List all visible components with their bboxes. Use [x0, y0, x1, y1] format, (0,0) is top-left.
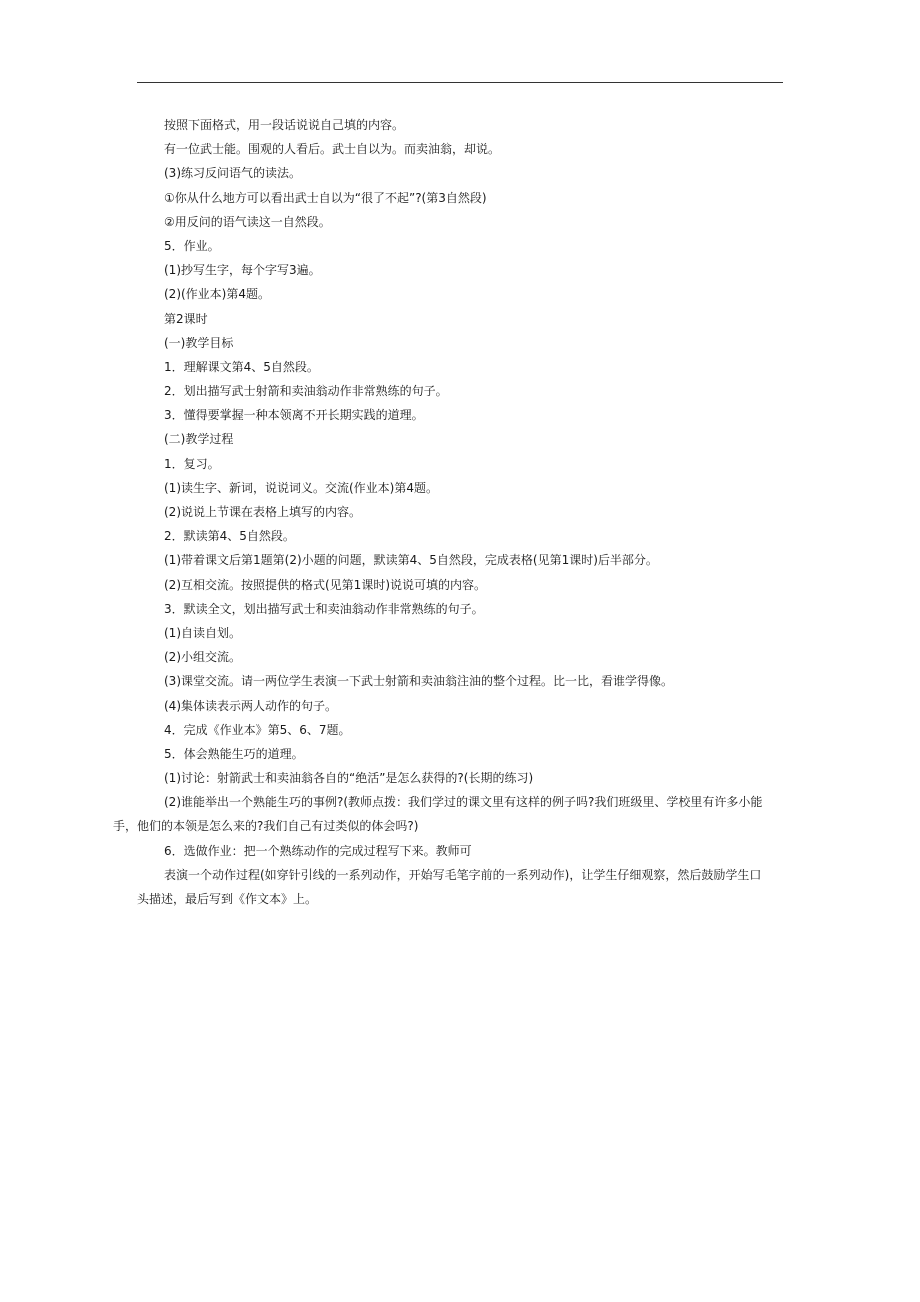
text-line: 按照下面格式，用一段话说说自己填的内容。	[164, 118, 405, 132]
text-line: ②用反问的语气读这一自然段。	[164, 214, 331, 229]
text-line: 2．默读第4、5自然段。	[164, 529, 295, 544]
paragraph-first-line: 表演一个动作过程(如穿针引线的一系列动作，开始写毛笔字前的一系列动作)，让学生仔细观察，然后鼓励学生口	[164, 867, 762, 882]
paragraph-first-line: (2)谁能举出一个熟能生巧的事例?(教师点拨：我们学过的课文里有这样的例子吗?我们班级里、学校里有许多小能	[164, 795, 763, 810]
text-line: (3)练习反问语气的读法。	[164, 166, 301, 181]
text-line: 2．划出描写武士射箭和卖油翁动作非常熟练的句子。	[164, 384, 448, 399]
text-line: 5．作业。	[164, 238, 220, 253]
text-line: (1)讨论：射箭武士和卖油翁各自的“绝活”是怎么获得的?(长期的练习)	[164, 771, 534, 786]
text-line: 3．懂得要掌握一种本领离不开长期实践的道理。	[164, 408, 424, 423]
text-line: (1)自读自划。	[164, 625, 241, 640]
text-line: (3)课堂交流。请一两位学生表演一下武士射箭和卖油翁注油的整个过程。比一比，看谁学得像。	[164, 674, 674, 689]
paragraph-continuation: 头描述，最后写到《作文本》上。	[137, 892, 318, 907]
text-line: (2)说说上节课在表格上填写的内容。	[164, 505, 361, 519]
text-line: (一)教学目标	[164, 335, 234, 350]
document-body	[113, 113, 797, 911]
text-line: 1．理解课文第4、5自然段。	[164, 359, 319, 374]
text-line: (1)抄写生字，每个字写3遍。	[164, 263, 321, 278]
text-line: (2)(作业本)第4题。	[164, 287, 270, 302]
text-line: (2)互相交流。按照提供的格式(见第1课时)说说可填的内容。	[164, 577, 486, 592]
text-line: (1)带着课文后第1题第(2)小题的问题，默读第4、5自然段，完成表格(见第1课时)后半部分。	[164, 553, 658, 568]
paragraph-continuation: 手，他们的本领是怎么来的?我们自己有过类似的体会吗?)	[113, 819, 419, 834]
text-line: 6．选做作业：把一个熟练动作的完成过程写下来。教师可	[164, 843, 472, 858]
text-line: 有一位武士能。围观的人看后。武士自以为。而卖油翁，却说。	[164, 142, 501, 157]
text-line: 3．默读全文，划出描写武士和卖油翁动作非常熟练的句子。	[164, 601, 484, 616]
text-line: (4)集体读表示两人动作的句子。	[164, 698, 337, 713]
paragraph-performance	[137, 863, 785, 911]
text-line: ①你从什么地方可以看出武士自以为“很了不起”?(第3自然段)	[164, 190, 487, 205]
section-title: 第2课时	[164, 311, 208, 326]
text-line: (2)小组交流。	[164, 650, 241, 665]
header-rule	[137, 82, 783, 83]
text-line: (二)教学过程	[164, 432, 234, 447]
text-line: (1)读生字、新词，说说词义。交流(作业本)第4题。	[164, 480, 438, 495]
text-line: 1．复习。	[164, 456, 220, 471]
paragraph-example	[113, 790, 785, 838]
text-line: 4．完成《作业本》第5、6、7题。	[164, 722, 351, 737]
text-line: 5．体会熟能生巧的道理。	[164, 746, 304, 761]
